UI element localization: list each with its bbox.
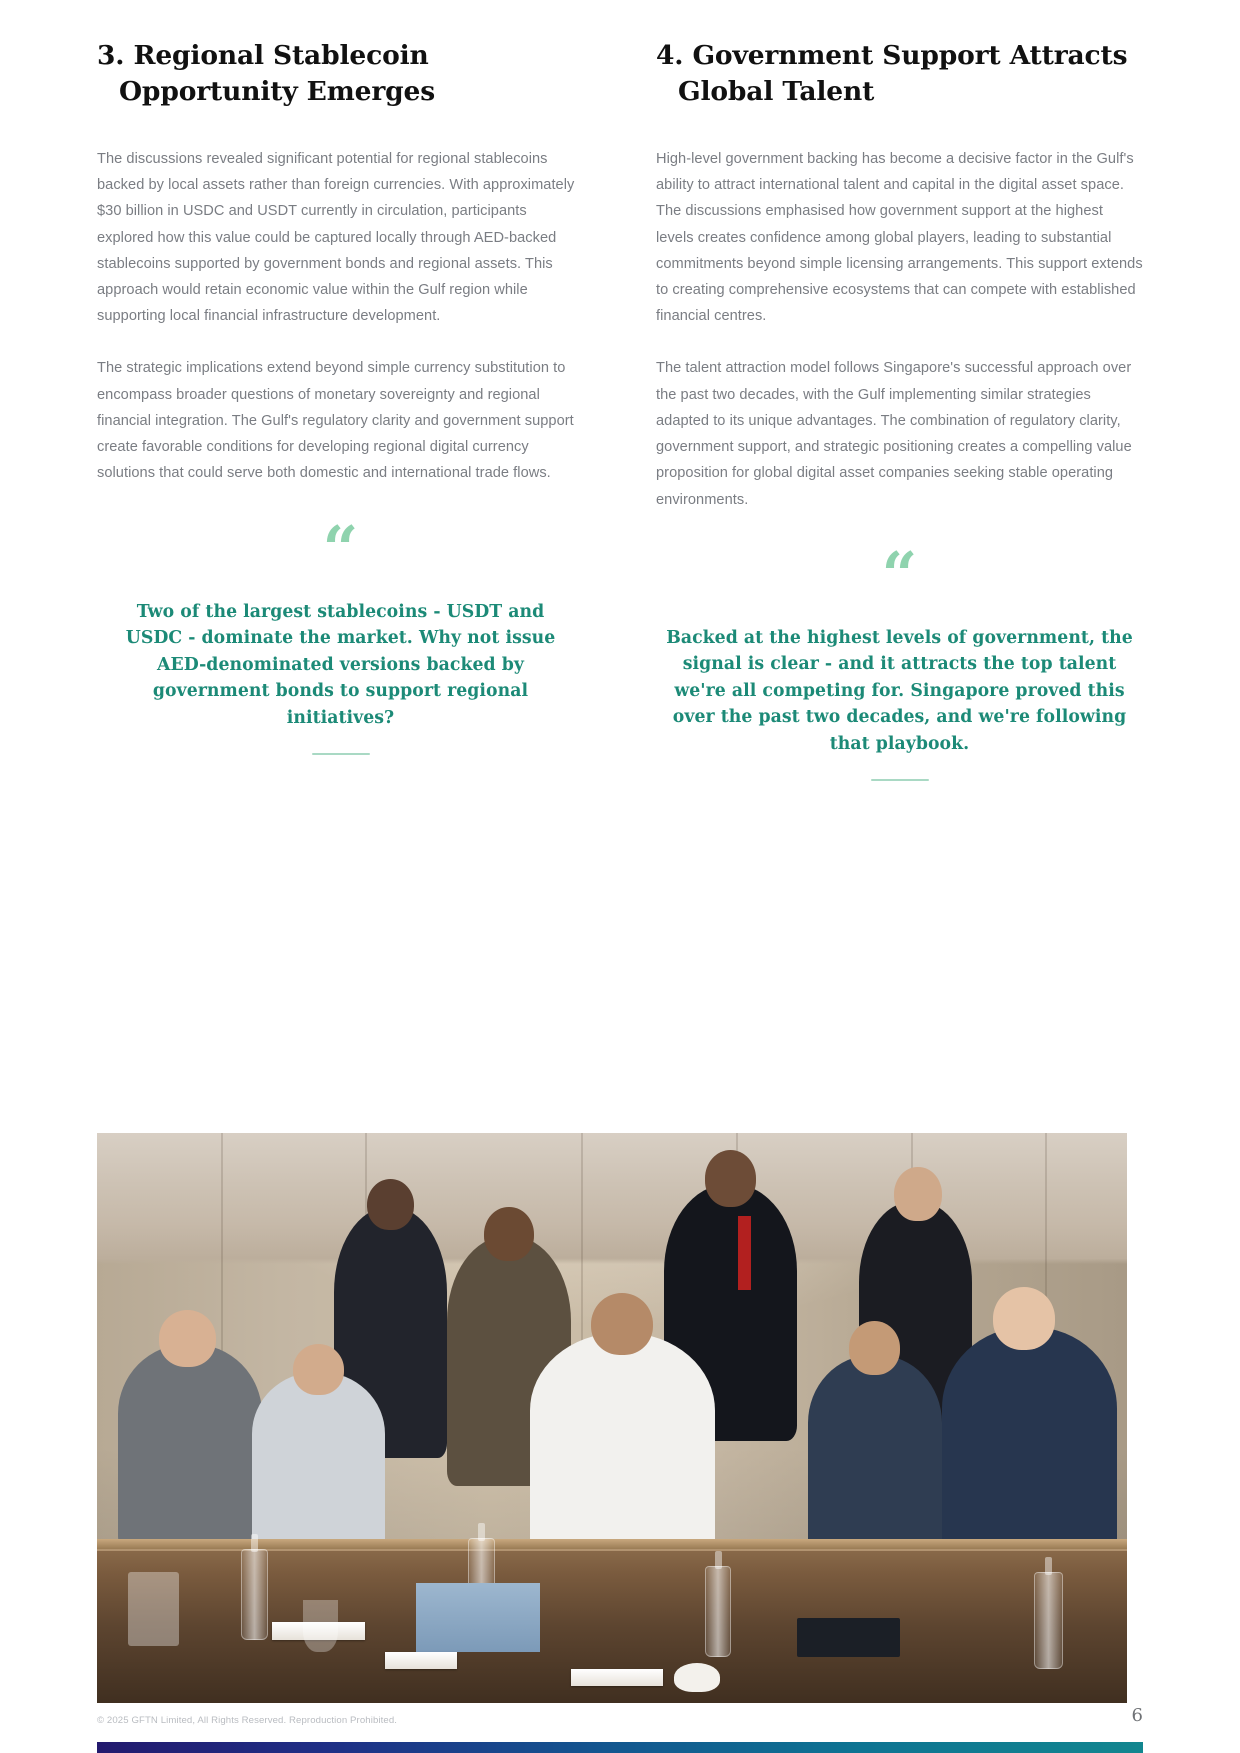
- bottom-accent-bar: [97, 1742, 1143, 1753]
- copyright-notice: © 2025 GFTN Limited, All Rights Reserved. Reproduction Prohibited.: [97, 1715, 398, 1726]
- body-paragraph: The strategic implications extend beyond simple currency substitution to encompass broader questions of monetary sovereignty and regional financial integration. The Gulf's regulatory clarity and government support create favorable conditions for developing regional digital currency solutions that could serve both domestic and international trade flows.: [97, 360, 574, 482]
- photo-image: [97, 1133, 1127, 1703]
- quote-divider: [871, 779, 929, 781]
- quotation-mark-icon: “: [881, 537, 918, 611]
- pull-quote-left: [97, 511, 584, 756]
- column-right: [656, 38, 1143, 781]
- conference-photo: [97, 1133, 1127, 1703]
- heading-line-2: Opportunity Emerges: [119, 76, 436, 108]
- body-paragraph: High-level government backing has become a decisive factor in the Gulf's ability to attract international talent and capital in the digital asset space. The discussions emphasised how government support at the highest levels creates confidence among global players, leading to substantial commitments beyond simple licensing arrangements. This support extends to creating comprehensive ecosystems that can compete with established financial centres.: [656, 151, 1143, 325]
- column-left: [97, 38, 584, 781]
- two-column-content: [97, 38, 1143, 781]
- heading-line-1: 3. Regional Stablecoin: [97, 40, 429, 71]
- pull-quote-text: Backed at the highest levels of government, the signal is clear - and it attracts the top talent we're all competing for. Singapore proved this over the past two decades, and we're following that playbook.: [666, 627, 1133, 754]
- body-paragraph: The discussions revealed significant potential for regional stablecoins backed by local assets rather than foreign currencies. With approximately $30 billion in USDC and USDT currently in circulation, participants explored how this value could be captured locally through AED-backed stablecoins supported by government bonds and regional assets. This approach would retain economic value within the Gulf region while supporting local financial infrastructure development.: [97, 151, 575, 325]
- section-heading-3: [97, 38, 584, 110]
- section-heading-4: [656, 38, 1143, 110]
- body-paragraph: The talent attraction model follows Singapore's successful approach over the past two decades, with the Gulf implementing similar strategies adapted to its unique advantages. The combination of regulatory clarity, government support, and strategic positioning creates a compelling value proposition for global digital asset companies seeking stable operating environments.: [656, 360, 1132, 508]
- pull-quote-right: [656, 537, 1143, 782]
- quote-divider: [312, 753, 370, 755]
- heading-line-2: Global Talent: [678, 76, 875, 108]
- quotation-mark-icon: “: [322, 511, 359, 585]
- heading-line-1: 4. Government Support Attracts: [656, 40, 1128, 71]
- page-number: 6: [1131, 1705, 1143, 1726]
- pull-quote-text: Two of the largest stablecoins - USDT and USDC - dominate the market. Why not issue AED-denominated versions backed by government bonds to support regional initiatives?: [125, 601, 556, 728]
- page-footer: [97, 1705, 1143, 1726]
